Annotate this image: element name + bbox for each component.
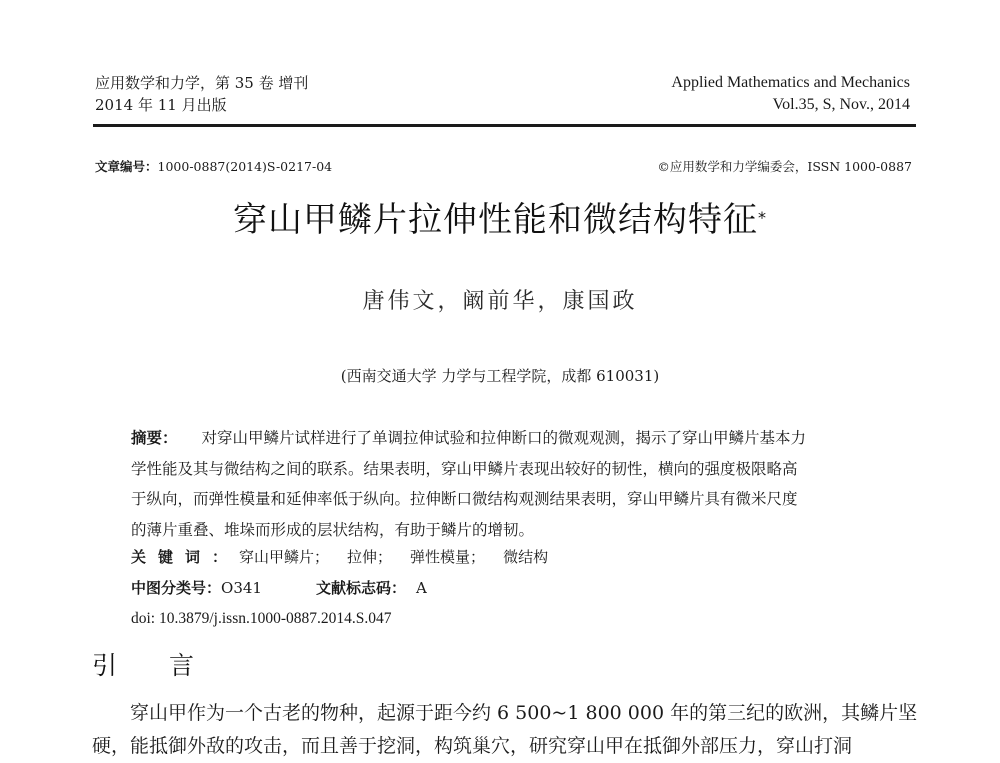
- affiliation: (西南交通大学 力学与工程学院，成都 610031): [340, 367, 660, 385]
- copyright-notice: ©应用数学和力学编委会，ISSN 1000-0887: [657, 159, 912, 174]
- abstract-line-4: 的薄片重叠、堆垛而形成的层状结构，有助于鳞片的增韧。: [131, 520, 535, 539]
- running-header: [95, 72, 910, 126]
- section-heading-introduction: 引言: [92, 651, 247, 680]
- article-number: [95, 158, 332, 176]
- journal-name-en: Applied Mathematics and Mechanics: [671, 74, 910, 91]
- header-left: [95, 72, 308, 116]
- classification-line: [131, 577, 427, 599]
- abstract-line-1-text: 对穿山甲鳞片试样进行了单调拉伸试验和拉伸断口的微观观测，揭示了穿山甲鳞片基本力: [201, 429, 807, 447]
- keyword-item: 微结构: [503, 548, 549, 566]
- volume-info-en: Vol.35, S, Nov., 2014: [772, 96, 910, 113]
- keyword-item: 穿山甲鳞片；: [239, 548, 330, 566]
- document-mark-value: A: [415, 579, 427, 597]
- clc-label: 中图分类号：: [131, 579, 222, 597]
- body-text: [92, 697, 916, 763]
- abstract-line-3: 于纵向，而弹性模量和延伸率低于纵向。拉伸断口微结构观测结果表明，穿山甲鳞片具有微米尺度: [131, 490, 798, 508]
- body-line-2: 硬，能抵御外敌的攻击，而且善于挖洞，构筑巢穴，研究穿山甲在抵御外部压力，穿山打洞: [92, 735, 853, 757]
- header-right: [671, 72, 910, 116]
- keyword-item: 拉伸；: [347, 548, 393, 566]
- header-rule: [93, 124, 916, 127]
- abstract-label: 摘要：: [131, 428, 178, 447]
- article-number-value: 1000-0887(2014)S-0217-04: [157, 159, 333, 174]
- keywords: [131, 546, 566, 568]
- doi: doi: 10.3879/j.issn.1000-0887.2014.S.047: [131, 610, 392, 627]
- journal-name-cn: 应用数学和力学，第 35 卷 增刊: [95, 74, 309, 92]
- body-line-1: 穿山甲作为一个古老的物种，起源于距今约 6 500~1 800 000 年的第三纪的欧洲，其鳞片坚: [130, 702, 918, 724]
- author-list: 唐伟文，阚前华，康国政: [362, 289, 638, 314]
- abstract-line-2: 学性能及其与微结构之间的联系。结果表明，穿山甲鳞片表现出较好的韧性，横向的强度极限略高: [131, 459, 798, 478]
- paper-title-text: 穿山甲鳞片拉伸性能和微结构特征: [233, 200, 758, 240]
- abstract: [131, 423, 887, 545]
- title-footnote-mark: *: [758, 208, 767, 227]
- publish-date-cn: 2014 年 11 月出版: [95, 96, 227, 114]
- abstract-line-1: [131, 423, 887, 454]
- clc-value: O341: [221, 579, 262, 597]
- keyword-item: 弹性模量；: [410, 548, 486, 566]
- article-number-label: 文章编号：: [95, 159, 158, 174]
- paper-title: [0, 198, 1000, 242]
- document-mark-label: 文献标志码：: [315, 579, 406, 597]
- keywords-label: 关键词：: [131, 548, 240, 566]
